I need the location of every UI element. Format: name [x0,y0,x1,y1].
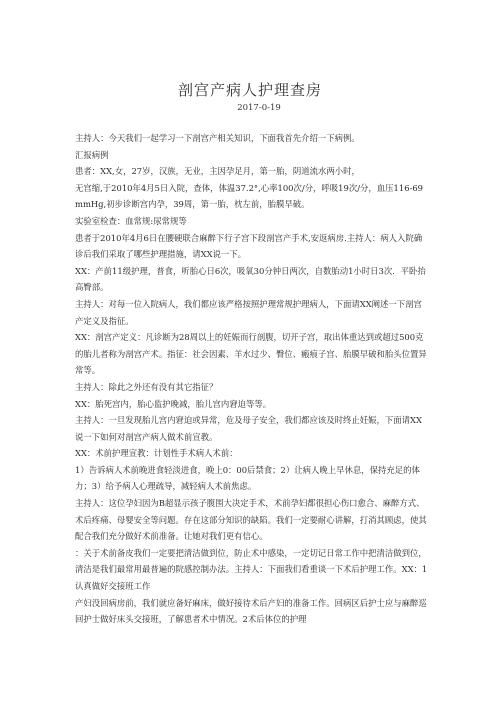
paragraph: ：关于术前备皮我们一定要把清洁做到位，防止术中感染，一定切记日常工作中把清洁做到位，清洁是我们最常用最普遍的院感控制办法。主持人：下面我们看重谈一下术后护理工作。XX：1认真做好交接班工作 [75,547,428,592]
paragraph: 汇报病例 [75,149,109,160]
paragraph: XX：胎死宫内，胎心监护晚减，胎儿宫内窘迫等等。 [75,398,272,409]
paragraph: 主持人：对每一位入院病人，我们都应该严格按照护理常规护理病人，下面请XX阐述一下剖宫产定义及指征。 [75,298,422,326]
paragraph: XX：术前护理宣教：计划性手术病人术前： [75,448,238,459]
paragraph: 实验室检查：血常规:尿常规等 [75,215,187,226]
paragraph: XX：产前11级护理，普食，听胎心日6次，吸氧30分钟日两次，自数胎动1小时日3次．平卧抬高臀部。 [75,265,426,293]
paragraph: 患者于2010年4月6日在腰硬联合麻醉下行子宫下段剖宫产手术,安返病房.主持人：病人入院确诊后我们采取了哪些护理措施，请XX说一下。 [75,232,423,260]
paragraph: 产妇没回病房前，我们就应备好麻床，做好接待术后产妇的准备工作。回病区后护士应与麻醉巡回护士做好床头交接班，了解患者术中情况。2术后体位的护理 [75,597,427,625]
document-date: 2017-0-19 [237,103,281,113]
paragraph: 患者：XX,女，27岁，汉族，无业，主因孕足月，第一胎，阴道流水两小时， [75,166,360,177]
paragraph: 主持人：除此之外还有没有其它指征？ [75,381,218,392]
document-body [75,130,429,628]
paragraph: XX：剖宫产定义：凡诊断为28周以上的妊娠而行剖腹，切开子宫，取出体重达到或超过500克的胎儿者称为剖宫产术。指征：社会因素、羊水过少、臀位、瘢痕子宫、胎膜早破和胎头位置异常等。 [75,332,427,376]
document-title: 剖宫产病人护理查房 [177,81,322,99]
paragraph: 主持人：今天我们一起学习一下剖宫产相关知识，下面我首先介绍一下病例。 [75,133,360,143]
paragraph: 无宫缩,于2010年4月5日入院，查体，体温37.2°,心率100次/分，呼吸19次/分，血压116-69mmHg,初步诊断宫内孕，39周，第一胎，枕左前，胎膜早破。 [75,182,424,210]
paragraph: 主持人：这位孕妇因为B超显示孩子腹围大决定手术，术前孕妇都很担心伤口愈合、麻醉方式、术后疼痛、母婴安全等问题。存在这部分知识的缺陷。我们一定要耐心讲解，打消其顾虑，使其配合我们充分做好术前准备。让她对我们更有信心。 [75,498,427,542]
paragraph: 1）告诉病人术前晚进食轻淡进食，晚上0：00后禁食；2）让病人晚上早休息，保持充足的体力；3）给予病人心理疏导，减轻病人术前焦虑。 [75,464,420,492]
paragraph: 主持人：一旦发现胎儿宫内窘迫或异常，危及母子安全，我们都应该及时终止妊娠，下面请XX说一下如何对剖宫产病人做术前宣教。 [75,415,422,442]
